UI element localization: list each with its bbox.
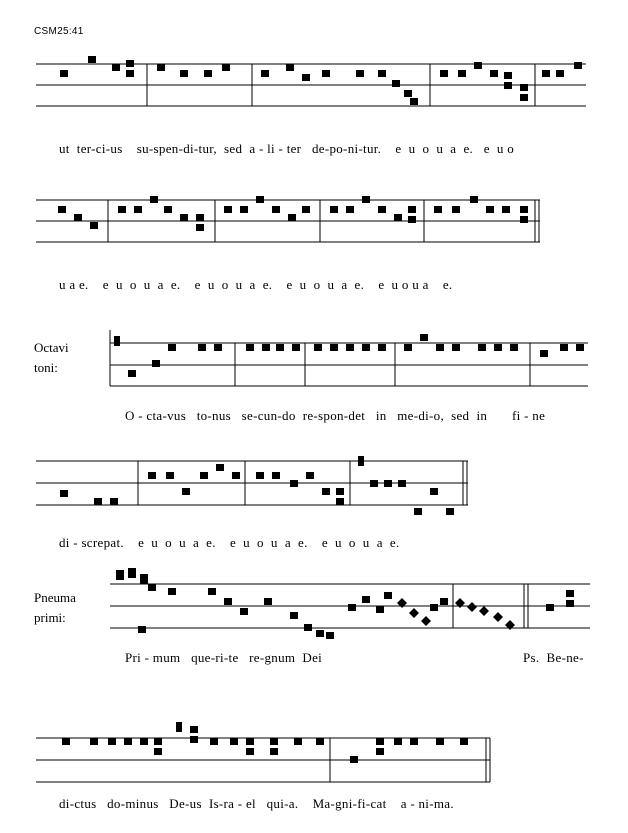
lyrics-system-2: u a e. e u o u a e. e u o u a e. e u o u a e. e u o u a e. <box>59 277 453 292</box>
mode-label-pneuma: Pneuma primi: <box>34 590 76 625</box>
lyrics-system-5-right: Ps. Be-ne- <box>523 650 584 665</box>
lyrics-system-3: O - cta-vus to-nus se-cun-do re-spon-det in me-di-o, sed in fi - ne <box>125 408 546 423</box>
lyrics-system-6: di-ctus do-minus De-us Is-ra - el qui-a. Ma-gni-fi-cat a - ni-ma. <box>59 796 454 811</box>
lyrics-system-4: di - screpat. e u o u a e. e u o u a e. e u o u a e. <box>59 535 400 550</box>
lyrics-system-1: ut ter-ci-us su-spen-di-tur, sed a - li - ter de-po-ni-tur. e u o u a e. e u o <box>59 141 515 156</box>
mode-label-octavi: Octavi toni: <box>34 340 69 375</box>
source-code: CSM25:41 <box>34 26 84 37</box>
lyrics-system-5-left: Pri - mum que-ri-te re-gnum Dei <box>125 650 323 665</box>
